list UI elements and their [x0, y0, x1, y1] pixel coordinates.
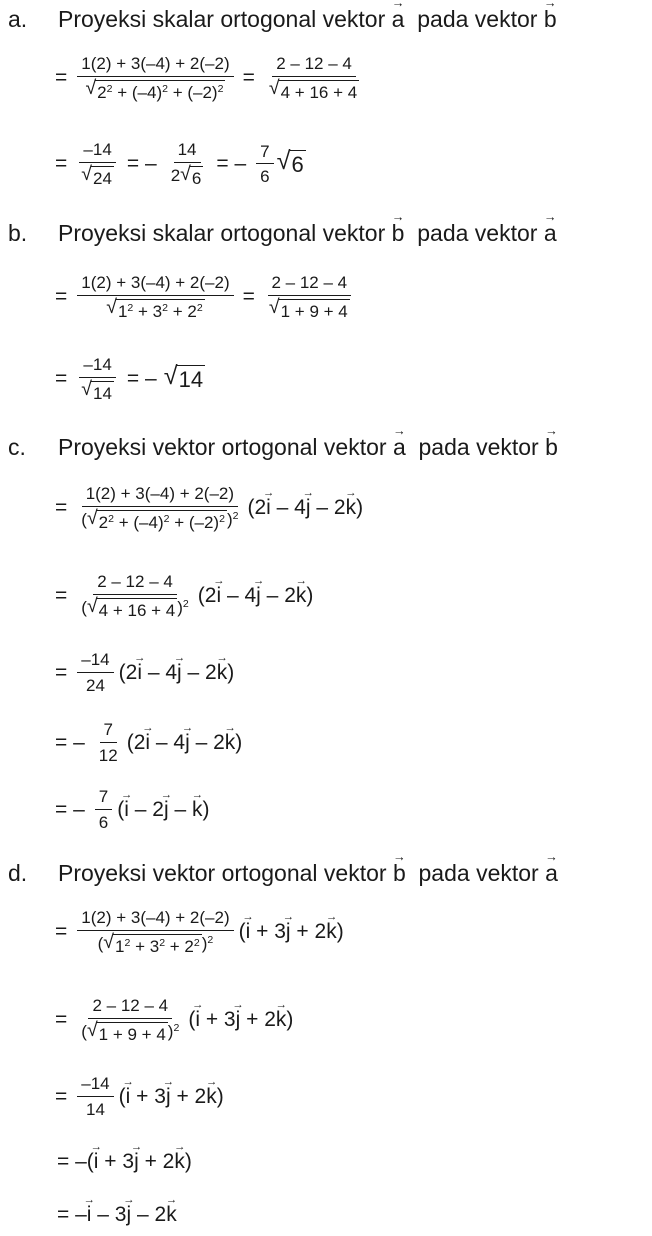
heading-text: pada vektor [418, 860, 539, 886]
fraction [256, 142, 273, 188]
numerator: 14 [174, 140, 201, 163]
fraction [77, 273, 233, 322]
section-d-heading [8, 860, 558, 887]
section-letter: c. [8, 434, 26, 460]
equals-sign: = [55, 584, 68, 608]
vector-expression: (i → + 3j → + 2k →) [239, 920, 344, 944]
equals-sign: = [55, 1084, 68, 1108]
vector-symbol: a → [545, 860, 558, 887]
equals-sign: = [55, 285, 68, 309]
heading-text: Proyeksi vektor ortogonal vektor [58, 860, 387, 886]
vector-symbol: b → [545, 434, 558, 461]
numerator: 1(2) + 3(–4) + 2(–2) [77, 54, 233, 77]
numerator: 1(2) + 3(–4) + 2(–2) [77, 908, 233, 931]
equation-line [55, 1150, 192, 1174]
denominator: 6 [98, 812, 109, 832]
fraction [77, 650, 113, 696]
numerator: 2 – 12 – 4 [268, 273, 352, 296]
numerator: 7 [95, 787, 112, 810]
denominator: ( √ $1^2 + 3^2 + 2^2$ )$^2$ [97, 930, 214, 956]
equals-minus: = – [126, 367, 157, 391]
fraction [77, 140, 118, 189]
equation-line [55, 720, 242, 766]
sqrt-term: √ 6 [276, 147, 304, 178]
section-letter: a. [8, 6, 28, 32]
denominator: √ 1 + 9 + 4 [268, 295, 348, 321]
equals-minus: = – [55, 797, 85, 821]
fraction [95, 720, 122, 766]
equals-sign: = [55, 66, 68, 90]
section-c-heading [8, 434, 558, 461]
fraction [77, 908, 233, 957]
heading-text: pada vektor [417, 6, 538, 32]
denominator: ( √ 1 + 9 + 4 )$^2$ [81, 1018, 180, 1044]
equation-line [55, 140, 306, 189]
section-b-heading [8, 220, 557, 247]
denominator: √ 14 [81, 377, 112, 403]
vector-expression: (2i → – 4j → – 2k →) [119, 661, 235, 685]
numerator: –14 [77, 1074, 113, 1097]
vector-symbol: a → [393, 434, 406, 461]
vector-expression: (2i → – 4j → – 2k →) [198, 584, 314, 608]
equation-line [55, 1074, 224, 1120]
numerator: 1(2) + 3(–4) + 2(–2) [82, 484, 238, 507]
fraction [77, 996, 183, 1045]
sqrt-term: √ 14 [163, 362, 204, 393]
equals-sign: = [55, 367, 68, 391]
fraction [265, 273, 354, 322]
fraction [77, 484, 242, 533]
section-letter: b. [8, 220, 28, 246]
denominator: √ $2^2 + (-4)^2 + (-2)^2$ [85, 76, 224, 102]
heading-text: Proyeksi skalar ortogonal vektor [58, 6, 386, 32]
fraction [77, 54, 233, 103]
denominator: √ $1^2 + 3^2 + 2^2$ [106, 295, 203, 321]
numerator: 2 – 12 – 4 [272, 54, 356, 77]
numerator: –14 [79, 140, 115, 163]
numerator: –14 [79, 355, 115, 378]
equals-sign: = [242, 66, 255, 90]
vector-expression: = –i → – 3j → – 2k → [57, 1203, 177, 1227]
fraction [77, 355, 118, 404]
heading-text: pada vektor [417, 220, 538, 246]
denominator: 12 [98, 745, 118, 765]
section-a-heading [8, 6, 557, 33]
vector-expression: (i → + 3j → + 2k →) [188, 1008, 293, 1032]
denominator: ( √ 4 + 16 + 4 )$^2$ [81, 594, 189, 620]
vector-symbol: b → [544, 6, 557, 33]
equals-sign: = [242, 285, 255, 309]
equation-line [55, 650, 234, 696]
denominator: 24 [85, 675, 105, 695]
equals-sign: = [55, 920, 68, 944]
equation-line [55, 484, 363, 533]
vector-symbol: b → [392, 220, 405, 247]
fraction [77, 572, 193, 621]
equals-sign: = [55, 660, 68, 684]
fraction [77, 1074, 113, 1120]
equals-sign: = [55, 496, 68, 520]
denominator: 14 [85, 1099, 105, 1119]
equals-minus: = – [216, 152, 247, 176]
vector-expression: (i → – 2j → – k →) [117, 798, 209, 822]
fraction [167, 140, 208, 189]
heading-text: Proyeksi vektor ortogonal vektor [58, 434, 387, 460]
vector-expression: (2i → – 4j → – 2k →) [127, 731, 243, 755]
heading-text: Proyeksi skalar ortogonal vektor [58, 220, 386, 246]
equation-line [55, 355, 205, 404]
fraction [265, 54, 363, 103]
vector-expression: = –(i → + 3j → + 2k →) [57, 1150, 192, 1174]
equals-sign: = [55, 1008, 68, 1032]
equation-line [55, 1203, 177, 1227]
numerator: 2 – 12 – 4 [88, 996, 172, 1019]
denominator: ( √ $2^2 + (-4)^2 + (-2)^2$ )$^2$ [81, 506, 239, 532]
denominator: √ 4 + 16 + 4 [268, 76, 358, 102]
numerator: –14 [77, 650, 113, 673]
equals-minus: = – [126, 152, 157, 176]
equation-line [55, 787, 209, 833]
vector-expression: (i → + 3j → + 2k →) [119, 1085, 224, 1109]
numerator: 7 [256, 142, 273, 165]
denominator: 6 [260, 167, 270, 187]
equation-line [55, 908, 344, 957]
equation-line [55, 996, 293, 1045]
vector-symbol: b → [393, 860, 406, 887]
equation-line [55, 273, 357, 322]
equation-line [55, 54, 366, 103]
vector-symbol: a → [544, 220, 557, 247]
numerator: 2 – 12 – 4 [93, 572, 177, 595]
fraction [95, 787, 112, 833]
numerator: 1(2) + 3(–4) + 2(–2) [77, 273, 233, 296]
denominator: 2 √ 6 [170, 162, 202, 188]
section-letter: d. [8, 860, 28, 886]
denominator: √ 24 [81, 162, 112, 188]
equals-minus: = – [55, 730, 85, 754]
numerator: 7 [100, 720, 117, 743]
equation-line [55, 572, 313, 621]
equals-sign: = [55, 152, 68, 176]
vector-expression: (2i → – 4j → – 2k →) [247, 496, 363, 520]
vector-symbol: a → [392, 6, 405, 33]
heading-text: pada vektor [418, 434, 539, 460]
